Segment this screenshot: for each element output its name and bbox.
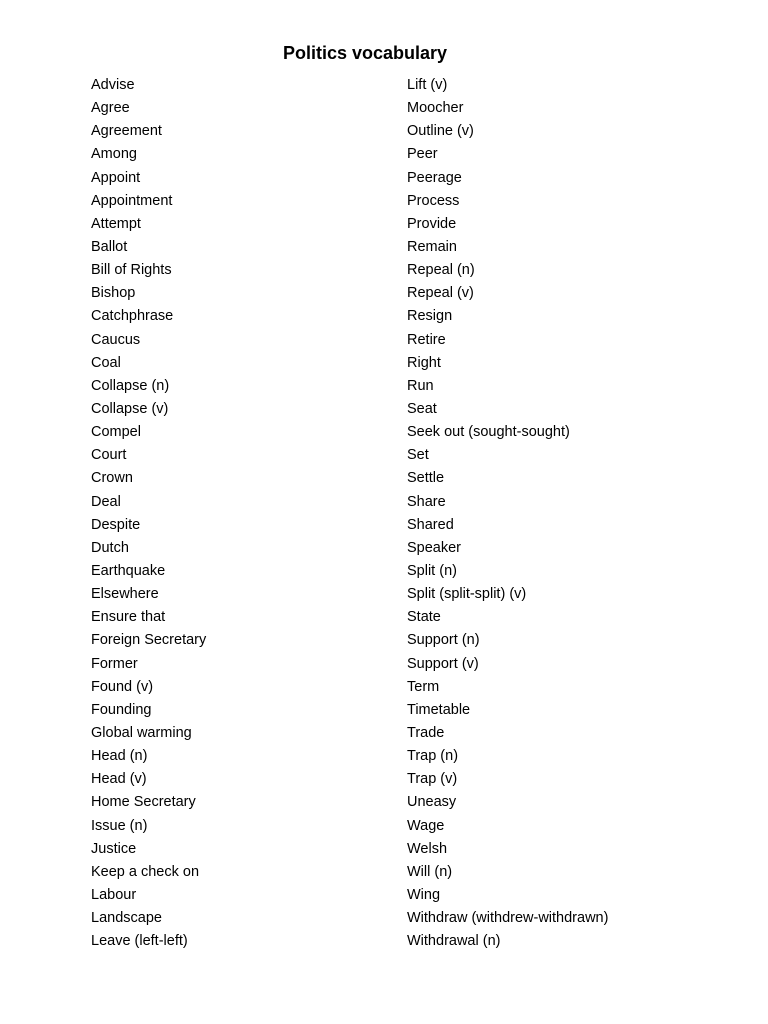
vocabulary-item: Deal (91, 493, 121, 510)
vocabulary-item: Crown (91, 470, 133, 487)
vocabulary-item: Bishop (91, 285, 136, 302)
vocabulary-item: Withdraw (withdrew-withdrawn) (407, 910, 609, 927)
vocabulary-item: Collapse (n) (91, 377, 170, 394)
vocabulary-item: Share (407, 493, 446, 510)
vocabulary-item: Timetable (407, 701, 471, 718)
vocabulary-item: State (407, 609, 441, 626)
vocabulary-item: Attempt (91, 215, 141, 232)
vocabulary-item: Advise (91, 77, 135, 93)
vocabulary-item: Founding (91, 701, 152, 718)
vocabulary-item: Right (407, 354, 441, 371)
vocabulary-item: Labour (91, 886, 137, 903)
vocabulary-item: Agreement (91, 123, 162, 140)
vocabulary-item: Trade (407, 724, 445, 741)
vocabulary-item: Support (v) (407, 655, 479, 672)
vocabulary-item: Issue (n) (91, 817, 148, 834)
vocabulary-item: Home Secretary (91, 794, 196, 811)
vocabulary-item: Outline (v) (407, 123, 474, 140)
vocabulary-item: Settle (407, 470, 445, 487)
vocabulary-item: Catchphrase (91, 308, 174, 325)
vocabulary-item: Lift (v) (407, 77, 448, 93)
vocabulary-item: Speaker (407, 539, 462, 556)
vocabulary-item: Coal (91, 354, 121, 371)
vocabulary-item: Seat (407, 400, 437, 417)
vocabulary-item: Resign (407, 308, 453, 325)
vocabulary-item: Run (407, 377, 434, 394)
vocabulary-item: Split (n) (407, 562, 457, 579)
vocabulary-item: Peerage (407, 169, 462, 186)
vocabulary-item: Foreign Secretary (91, 632, 207, 649)
vocabulary-item: Moocher (407, 100, 464, 117)
vocabulary-item: Despite (91, 516, 141, 533)
vocabulary-item: Term (407, 678, 440, 695)
vocabulary-item: Leave (left-left) (91, 933, 188, 950)
vocabulary-item: Repeal (v) (407, 285, 474, 302)
vocabulary-item: Uneasy (407, 794, 457, 811)
vocabulary-item: Appointment (91, 192, 173, 209)
vocabulary-item: Head (n) (91, 748, 148, 765)
vocabulary-item: Provide (407, 215, 457, 232)
vocabulary-item: Keep a check on (91, 863, 200, 880)
vocabulary-item: Remain (407, 238, 457, 255)
vocabulary-item: Split (split-split) (v) (407, 586, 527, 603)
vocabulary-item: Agree (91, 100, 130, 117)
vocabulary-item: Ensure that (91, 609, 166, 626)
page-title: Politics vocabulary (282, 43, 448, 63)
vocabulary-item: Collapse (v) (91, 400, 169, 417)
vocabulary-item: Landscape (91, 910, 162, 927)
vocabulary-item: Repeal (n) (407, 262, 475, 279)
vocabulary-item: Earthquake (91, 562, 166, 579)
vocabulary-item: Withdrawal (n) (407, 933, 501, 950)
vocabulary-item: Will (n) (407, 863, 453, 880)
vocabulary-list-left (91, 74, 381, 953)
vocabulary-item: Former (91, 655, 138, 672)
vocabulary-item: Peer (407, 146, 438, 163)
vocabulary-item: Compel (91, 424, 141, 441)
vocabulary-item: Process (407, 192, 460, 209)
vocabulary-item: Ballot (91, 238, 128, 255)
vocabulary-item: Shared (407, 516, 454, 533)
vocabulary-item: Appoint (91, 169, 141, 186)
vocabulary-item: Court (91, 447, 127, 464)
vocabulary-item: Head (v) (91, 771, 147, 788)
vocabulary-item: Support (n) (407, 632, 480, 649)
vocabulary-item: Wage (407, 817, 445, 834)
vocabulary-list-right (407, 74, 737, 953)
vocabulary-item: Dutch (91, 539, 129, 556)
vocabulary-item: Among (91, 146, 137, 163)
vocabulary-item: Global warming (91, 724, 192, 741)
vocabulary-item: Retire (407, 331, 446, 348)
vocabulary-item: Caucus (91, 331, 141, 348)
vocabulary-item: Set (407, 447, 429, 464)
vocabulary-item: Welsh (407, 840, 448, 857)
vocabulary-item: Elsewhere (91, 586, 159, 603)
vocabulary-item: Justice (91, 840, 137, 857)
vocabulary-item: Found (v) (91, 678, 154, 695)
vocabulary-item: Seek out (sought-sought) (407, 424, 570, 441)
vocabulary-item: Trap (v) (407, 771, 458, 788)
vocabulary-item: Trap (n) (407, 748, 459, 765)
vocabulary-item: Wing (407, 886, 441, 903)
vocabulary-item: Bill of Rights (91, 262, 172, 279)
